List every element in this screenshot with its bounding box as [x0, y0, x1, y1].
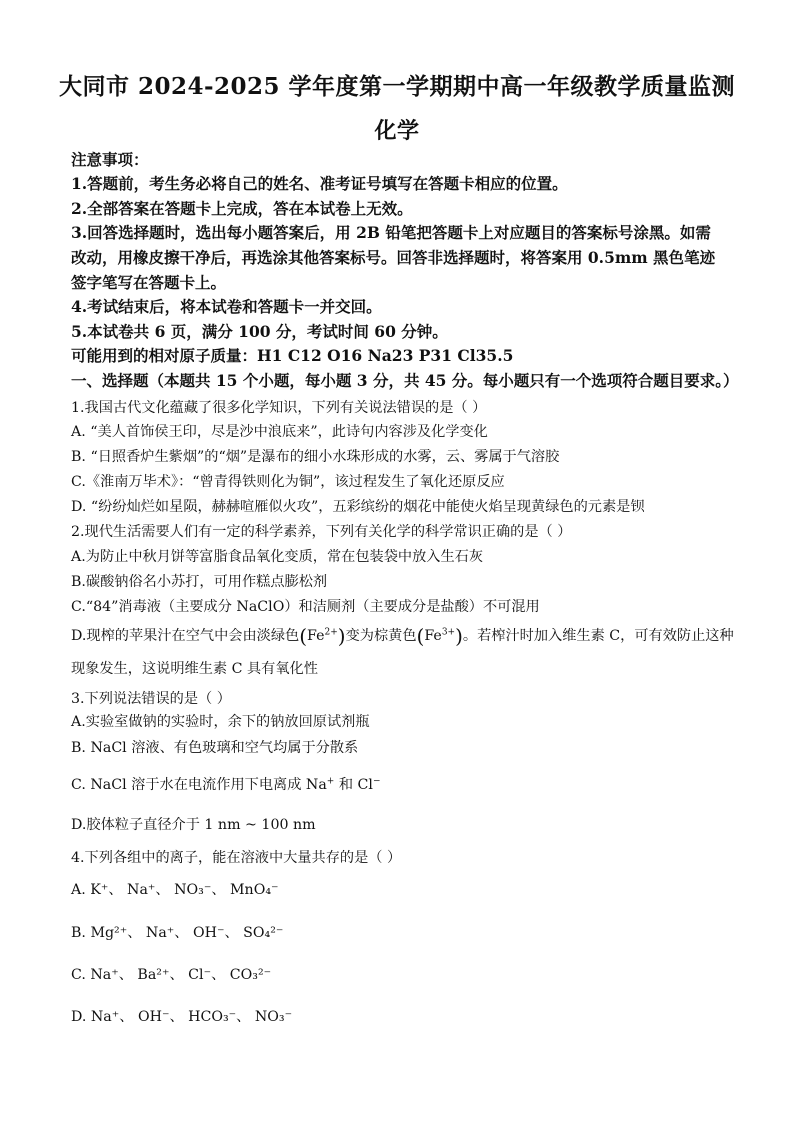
- notice-item: 1.答题前，考生务必将自己的姓名、准考证号填写在答题卡相应的位置。: [71, 174, 568, 193]
- q3-c-text-1: C. NaCl 溶于水在电流作用下电离成 Na: [71, 777, 327, 793]
- exam-title: 大同市 2024-2025 学年度第一学期期中高一年级教学质量监测: [58, 73, 736, 100]
- notice-item: 签字笔写在答题卡上。: [71, 273, 227, 292]
- q2-option-c: C.“84”消毒液（主要成分 NaClO）和洁厕剂（主要成分是盐酸）不可混用: [71, 599, 540, 615]
- paren-open: (: [416, 624, 425, 648]
- notice-item: 4.考试结束后，将本试卷和答题卡一并交回。: [71, 297, 382, 316]
- notice-heading: 注意事项：: [71, 150, 149, 169]
- ion-fe2-charge: 2+: [324, 627, 338, 638]
- q2-d-text-1: D.现榨的苹果汁在空气中会由淡绿色: [71, 628, 300, 644]
- q4-option-c: C. Na⁺、 Ba²⁺、 Cl⁻、 CO₃²⁻: [71, 967, 272, 983]
- q2-option-d-cont: 现象发生，这说明维生素 C 具有氧化性: [71, 661, 318, 677]
- q2-option-d: [71, 626, 734, 646]
- na-charge: +: [326, 776, 335, 787]
- notice-item: 3.回答选择题时，选出每小题答案后，用 2B 铅笔把答题卡上对应题目的答案标号涂黑。如需: [71, 223, 711, 242]
- atomic-mass-line: 可能用到的相对原子质量：H1 C12 O16 Na23 P31 Cl35.5: [71, 346, 514, 365]
- question-2-stem: 2.现代生活需要人们有一定的科学素养，下列有关化学的科学常识正确的是（ ）: [71, 524, 572, 540]
- question-3-stem: 3.下列说法错误的是（ ）: [71, 691, 231, 707]
- q4-option-d: D. Na⁺、 OH⁻、 HCO₃⁻、 NO₃⁻: [71, 1009, 293, 1025]
- q3-option-a: A.实验室做钠的实验时，余下的钠放回原试剂瓶: [71, 714, 370, 730]
- q3-option-d: D.胶体粒子直径介于 1 nm ~ 100 nm: [71, 817, 316, 833]
- cl-charge: −: [372, 776, 381, 787]
- q2-option-a: A.为防止中秋月饼等富脂食品氧化变质，常在包装袋中放入生石灰: [71, 549, 484, 565]
- q3-option-c: [71, 775, 734, 795]
- q1-option-c: C.《淮南万毕术》：“曾青得铁则化为铜”，该过程发生了氧化还原反应: [71, 474, 505, 490]
- paren-close: ): [455, 624, 463, 648]
- question-1-stem: 1.我国古代文化蕴藏了很多化学知识，下列有关说法错误的是（ ）: [71, 400, 487, 416]
- q1-option-a: A. “美人首饰侯王印，尽是沙中浪底来”，此诗句内容涉及化学变化: [71, 424, 488, 440]
- section-heading: 一、选择题（本题共 15 个小题，每小题 3 分，共 45 分。每小题只有一个选项符合题目要求。）: [71, 371, 739, 390]
- q3-c-text-2: 和 Cl: [334, 777, 373, 793]
- question-4-stem: 4.下列各组中的离子，能在溶液中大量共存的是（ ）: [71, 850, 402, 866]
- notice-item: 2.全部答案在答题卡上完成，答在本试卷上无效。: [71, 199, 413, 218]
- notice-item: 5.本试卷共 6 页，满分 100 分，考试时间 60 分钟。: [71, 322, 448, 341]
- notice-item: 改动，用橡皮擦干净后，再选涂其他答案标号。回答非选择题时，将答案用 0.5mm 黑色笔迹: [71, 248, 716, 267]
- q1-option-d: D. “纷纷灿烂如星陨，赫赫喧雁似火攻”，五彩缤纷的烟花中能使火焰呈现黄绿色的元素是钡: [71, 499, 645, 515]
- q1-option-b: B. “日照香炉生紫烟”的“烟”是瀑布的细小水珠形成的水雾，云、雾属于气溶胶: [71, 449, 560, 465]
- ion-fe2: Fe: [307, 628, 325, 644]
- paren-open: (: [299, 624, 308, 648]
- q4-option-b: B. Mg²⁺、 Na⁺、 OH⁻、 SO₄²⁻: [71, 925, 284, 941]
- ion-fe3-charge: 3+: [441, 627, 456, 638]
- paren-close: ): [337, 624, 346, 648]
- q2-d-text-2: 变为棕黄色: [345, 628, 417, 644]
- q2-d-text-3: 。若榨汁时加入维生素 C，可有效防止这种: [462, 628, 734, 644]
- q2-option-b: B.碳酸钠俗名小苏打，可用作糕点膨松剂: [71, 574, 328, 590]
- q3-option-b: B. NaCl 溶液、有色玻璃和空气均属于分散系: [71, 740, 359, 756]
- ion-fe3: Fe: [424, 628, 442, 644]
- q4-option-a: A. K⁺、 Na⁺、 NO₃⁻、 MnO₄⁻: [71, 882, 279, 898]
- subject-title: 化学: [374, 118, 420, 144]
